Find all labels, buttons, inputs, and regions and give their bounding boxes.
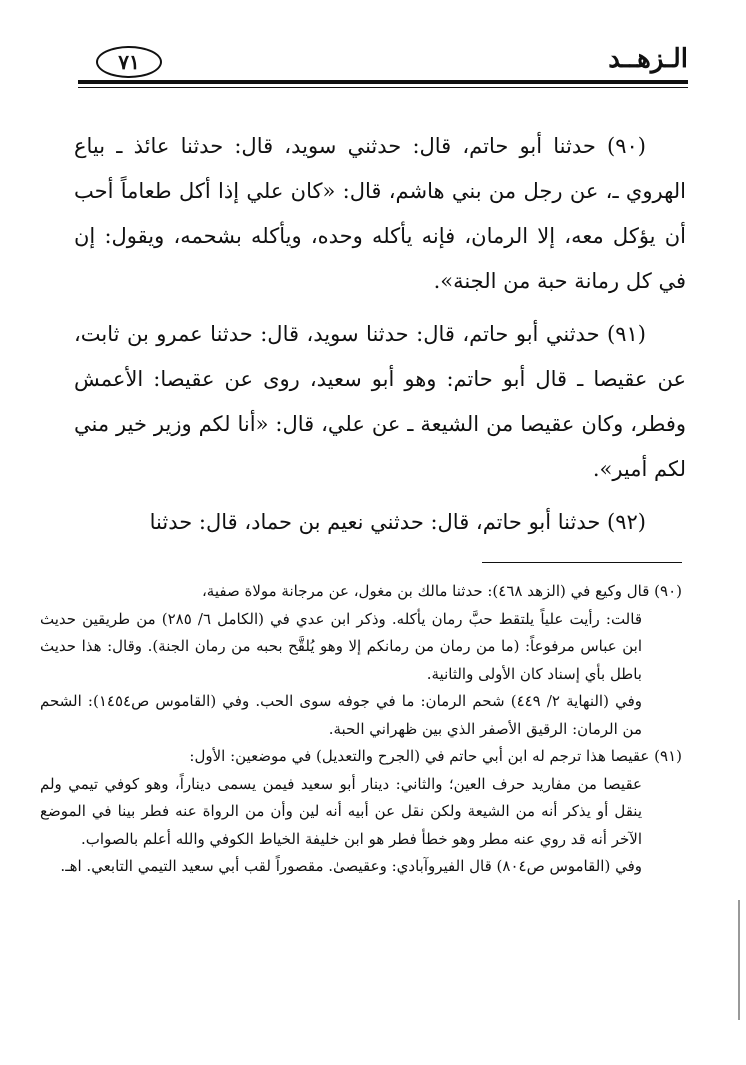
header-rule-thick (78, 80, 688, 84)
footnote-90-extra: وفي (النهاية ٢/ ٤٤٩) شحم الرمان: ما في جوفه سوى الحب. وفي (القاموس ص١٤٥٤): الشحم من الرمان: الرقيق الأصفر الذي بين ظهراني الحبة. (40, 692, 642, 738)
footnote-91-body: عقيصا من مفاريد حرف العين؛ والثاني: دينار أبو سعيد فيمن يسمى ديناراً، وهو كوفي تيمي ولم ينقل أو يذكر أنه من الشيعة ولكن نقل عن أبيه أنه لين وأن من الرواة عنه فطر بينا في الموضع الآخر أنه قد روي عنه مطر وهو خطأ فطر هو ابن خليفة الخياط الكوفي والله أعلم بالصواب. (40, 774, 642, 848)
page-number: ٧١ (96, 46, 162, 78)
running-title: الـزهــد (608, 44, 688, 74)
hadith-90: (٩٠) حدثنا أبو حاتم، قال: حدثني سويد، قال: حدثنا عائذ ـ بياع الهروي ـ، عن رجل من بني هاشم، قال: «كان علي إذا أكل طعاماً أحب أن يؤكل معه، إلا الرمان، فإنه يأكله وحده، ويأكله بشحمه، ويقول: إن في كل رمانة حبة من الجنة». (74, 134, 686, 293)
hadith-91: (٩١) حدثني أبو حاتم، قال: حدثنا سويد، قال: حدثنا عمرو بن ثابت، عن عقيصا ـ قال أبو حاتم: وهو أبو سعيد، روى عن عقيصا: الأعمش وفطر، وكان عقيصا من الشيعة ـ عن علي، قال: «أنا لكم وزير خير مني لكم أمير». (74, 322, 686, 481)
page-header (78, 44, 688, 92)
footnotes (40, 578, 682, 881)
main-text (74, 124, 686, 553)
header-rule-thin (78, 87, 688, 88)
footnote-91-extra: وفي (القاموس ص٨٠٤) قال الفيروآبادي: وعقيصىٰ. مقصوراً لقب أبي سعيد التيمي التابعي. اهـ. (60, 857, 642, 875)
footnote-90-body: قالت: رأيت علياً يلتقط حبَّ رمان يأكله. وذكر ابن عدي في (الكامل ٦/ ٢٨٥) من طريقين حديث ابن عباس مرفوعاً: (ما من رمان من رمانكم إلا وهو يُلقَّح بحبه من رمان الجنة). وقال: هذا حديث باطل بأي إسناد كان الأولى والثانية. (40, 609, 642, 683)
hadith-92: (٩٢) حدثنا أبو حاتم، قال: حدثني نعيم بن حماد، قال: حدثنا (149, 510, 646, 534)
footnote-91-head: (٩١) عقيصا هذا ترجم له ابن أبي حاتم في (الجرح والتعديل) في موضعين: الأول: (189, 747, 682, 765)
footnote-separator (482, 562, 682, 563)
scan-edge-shadow (738, 900, 740, 1020)
footnote-90-head: (٩٠) قال وكيع في (الزهد ٤٦٨): حدثنا مالك بن مغول، عن مرجانة مولاة صفية، (201, 582, 682, 600)
